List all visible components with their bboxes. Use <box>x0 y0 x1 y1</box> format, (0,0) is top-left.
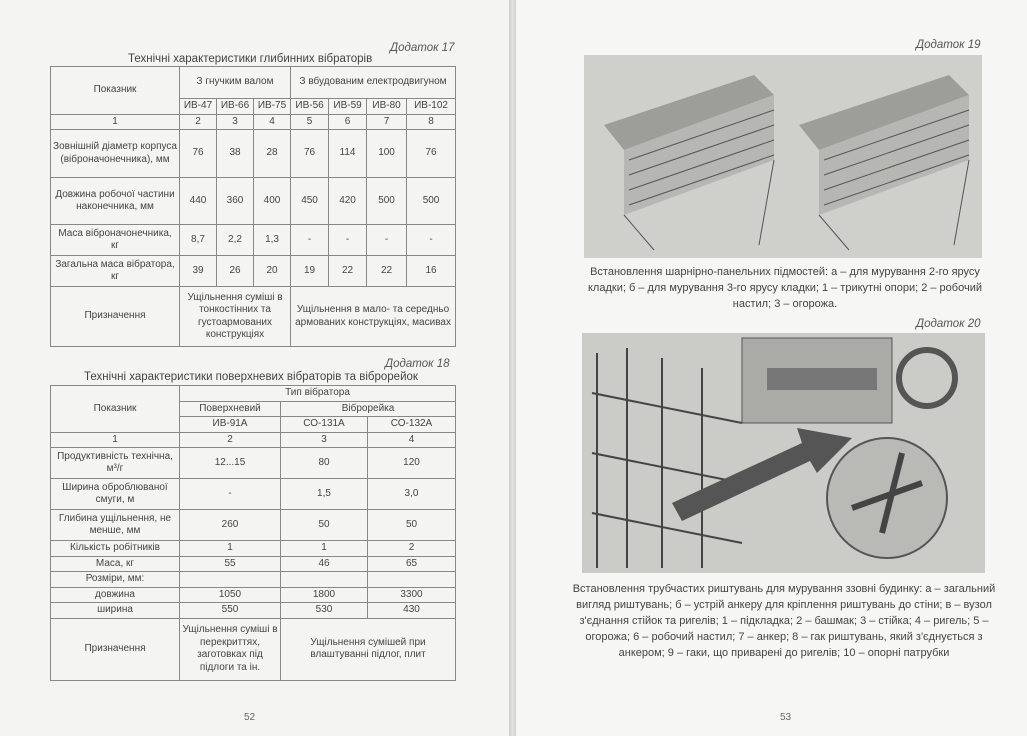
table-cell: 1050 <box>180 587 281 603</box>
header-indicator: Показник <box>51 386 180 433</box>
purpose-vibro-rail: Ущільнення сумішей при влаштуванні підлог, плит <box>281 618 456 680</box>
table-cell <box>180 572 281 588</box>
table-cell: 360 <box>217 178 254 225</box>
column-number: 1 <box>51 114 180 130</box>
right-page <box>516 0 1027 736</box>
book-gutter <box>509 0 516 736</box>
appendix-20-label: Додаток 20 <box>916 318 981 330</box>
table-cell: 50 <box>281 510 368 541</box>
row-label: Загальна маса вібратора, кг <box>51 256 180 287</box>
model-cell: ИВ-80 <box>367 99 407 115</box>
row-label: Кількість робітників <box>51 541 180 557</box>
table-cell: 76 <box>291 130 329 178</box>
page-number-right: 53 <box>780 712 792 723</box>
table-cell: 1800 <box>281 587 368 603</box>
column-number: 2 <box>180 114 217 130</box>
table-cell: 28 <box>254 130 291 178</box>
table-cell: 530 <box>281 603 368 619</box>
table-cell: 120 <box>368 448 456 479</box>
table-cell: 3300 <box>368 587 456 603</box>
row-label: Призначення <box>51 287 180 347</box>
panel-scaffold-illustration <box>584 55 982 258</box>
table-cell: 55 <box>180 556 281 572</box>
header-vibrator-type: Тип вібратора <box>180 386 456 402</box>
model-cell: ИВ-47 <box>180 99 217 115</box>
column-number: 5 <box>291 114 329 130</box>
table-cell: 8,7 <box>180 225 217 256</box>
table-cell: 3,0 <box>368 479 456 510</box>
table-cell: 2,2 <box>217 225 254 256</box>
model-cell: ИВ-56 <box>291 99 329 115</box>
row-label: Розміри, мм: <box>51 572 180 588</box>
table-cell: 260 <box>180 510 281 541</box>
model-cell: ИВ-59 <box>329 99 367 115</box>
model-cell: СО-131А <box>281 417 368 433</box>
table-cell: 39 <box>180 256 217 287</box>
row-label: ширина <box>51 603 180 619</box>
column-number: 3 <box>217 114 254 130</box>
row-label: Довжина робочої частини наконечника, мм <box>51 178 180 225</box>
table-cell: 500 <box>407 178 456 225</box>
column-number: 3 <box>281 432 368 448</box>
table-cell: 76 <box>407 130 456 178</box>
table-cell: 1,5 <box>281 479 368 510</box>
appendix-17-label: Додаток 17 <box>390 42 455 54</box>
row-label: Маса, кг <box>51 556 180 572</box>
purpose-built-in-motor: Ущільнення в мало- та середньо армованих конструкціях, масивах <box>291 287 456 347</box>
table-cell: - <box>367 225 407 256</box>
model-cell: ИВ-66 <box>217 99 254 115</box>
table-cell: 20 <box>254 256 291 287</box>
appendix-17-title: Технічні характеристики глибинних вібраторів <box>128 53 373 65</box>
column-number: 6 <box>329 114 367 130</box>
table-cell: - <box>291 225 329 256</box>
table-cell: 1 <box>281 541 368 557</box>
table-cell: 16 <box>407 256 456 287</box>
panel-scaffold-drawing <box>584 55 982 258</box>
table-cell: 46 <box>281 556 368 572</box>
page-number-left: 52 <box>244 712 256 723</box>
table-deep-vibrators <box>50 66 456 347</box>
table-cell: 80 <box>281 448 368 479</box>
table-cell: 12...15 <box>180 448 281 479</box>
row-label: Глибина ущільнення, не менше, мм <box>51 510 180 541</box>
appendix-19-caption: Встановлення шарнірно-панельних підмостей: а – для мурування 2-го ярусу кладки; б – для мурування 3-го ярусу кладки; 1 – трикутні опори; 2 – робочий настил; 3 – огорожа. <box>587 266 982 310</box>
table-cell: 440 <box>180 178 217 225</box>
table-cell: 450 <box>291 178 329 225</box>
table-cell: 19 <box>291 256 329 287</box>
appendix-18-label: Додаток 18 <box>385 358 450 370</box>
table-cell: 114 <box>329 130 367 178</box>
header-flexible-shaft: З гнучким валом <box>180 67 291 99</box>
table-cell: 500 <box>367 178 407 225</box>
column-number: 4 <box>368 432 456 448</box>
table-cell: 65 <box>368 556 456 572</box>
row-label: Маса віброначонечника, кг <box>51 225 180 256</box>
table-cell: 430 <box>368 603 456 619</box>
column-number: 4 <box>254 114 291 130</box>
table-surface-vibrators <box>50 385 456 681</box>
row-label: Ширина оброблюваної смуги, м <box>51 479 180 510</box>
table-cell: 1 <box>180 541 281 557</box>
tubular-scaffold-drawing <box>582 333 985 573</box>
purpose-flexible-shaft: Ущільнення суміші в тонкостінних та густоармованих конструкціях <box>180 287 291 347</box>
table-cell: - <box>329 225 367 256</box>
model-cell: ИВ-91А <box>180 417 281 433</box>
purpose-surface: Ущільнення суміші в перекриттях, заготовках під підлоги та ін. <box>180 618 281 680</box>
table-cell: 26 <box>217 256 254 287</box>
table-cell: 22 <box>329 256 367 287</box>
header-surface: Поверхневий <box>180 401 281 417</box>
row-label: довжина <box>51 587 180 603</box>
appendix-18-title: Технічні характеристики поверхневих вібраторів та віброрейок <box>84 371 418 383</box>
row-label: Зовнішній діаметр корпуса (віброначонечника), мм <box>51 130 180 178</box>
table-cell: 76 <box>180 130 217 178</box>
table-cell: - <box>407 225 456 256</box>
table-cell <box>368 572 456 588</box>
column-number: 1 <box>51 432 180 448</box>
row-label: Призначення <box>51 618 180 680</box>
column-number: 8 <box>407 114 456 130</box>
table-cell: 22 <box>367 256 407 287</box>
column-number: 2 <box>180 432 281 448</box>
model-cell: ИВ-75 <box>254 99 291 115</box>
model-cell: СО-132А <box>368 417 456 433</box>
column-number: 7 <box>367 114 407 130</box>
table-cell: 550 <box>180 603 281 619</box>
header-built-in-motor: З вбудованим електродвигуном <box>291 67 456 99</box>
row-label: Продуктивність технічна, м³/г <box>51 448 180 479</box>
table-cell: 50 <box>368 510 456 541</box>
table-cell: 100 <box>367 130 407 178</box>
table-cell: 38 <box>217 130 254 178</box>
table-cell <box>281 572 368 588</box>
table-cell: 1,3 <box>254 225 291 256</box>
table-cell: 400 <box>254 178 291 225</box>
tubular-scaffold-illustration <box>582 333 985 573</box>
model-cell: ИВ-102 <box>407 99 456 115</box>
table-cell: 2 <box>368 541 456 557</box>
table-cell: 420 <box>329 178 367 225</box>
header-indicator: Показник <box>51 67 180 115</box>
table-cell: - <box>180 479 281 510</box>
appendix-20-caption: Встановлення трубчастих риштувань для мурування ззовні будинку: а – загальний вигляд риштувань; б – устрій анкеру для кріплення риштувань до стіни; в – вузол з'єднання стійок та ригелів; 1 – підкладка; 2 – башмак; 3 – стійка; 4 – ригель; 5 – огорожа; 6 – робочий настил; 7 – анкер; 8 – гак риштувань, який з'єднується з анкером; 9 – гаки, що приварені до ригелів; 10 – опорні патрубки <box>572 583 996 659</box>
header-vibro-rail: Віброрейка <box>281 401 456 417</box>
appendix-19-label: Додаток 19 <box>916 39 981 51</box>
left-page <box>0 0 509 736</box>
